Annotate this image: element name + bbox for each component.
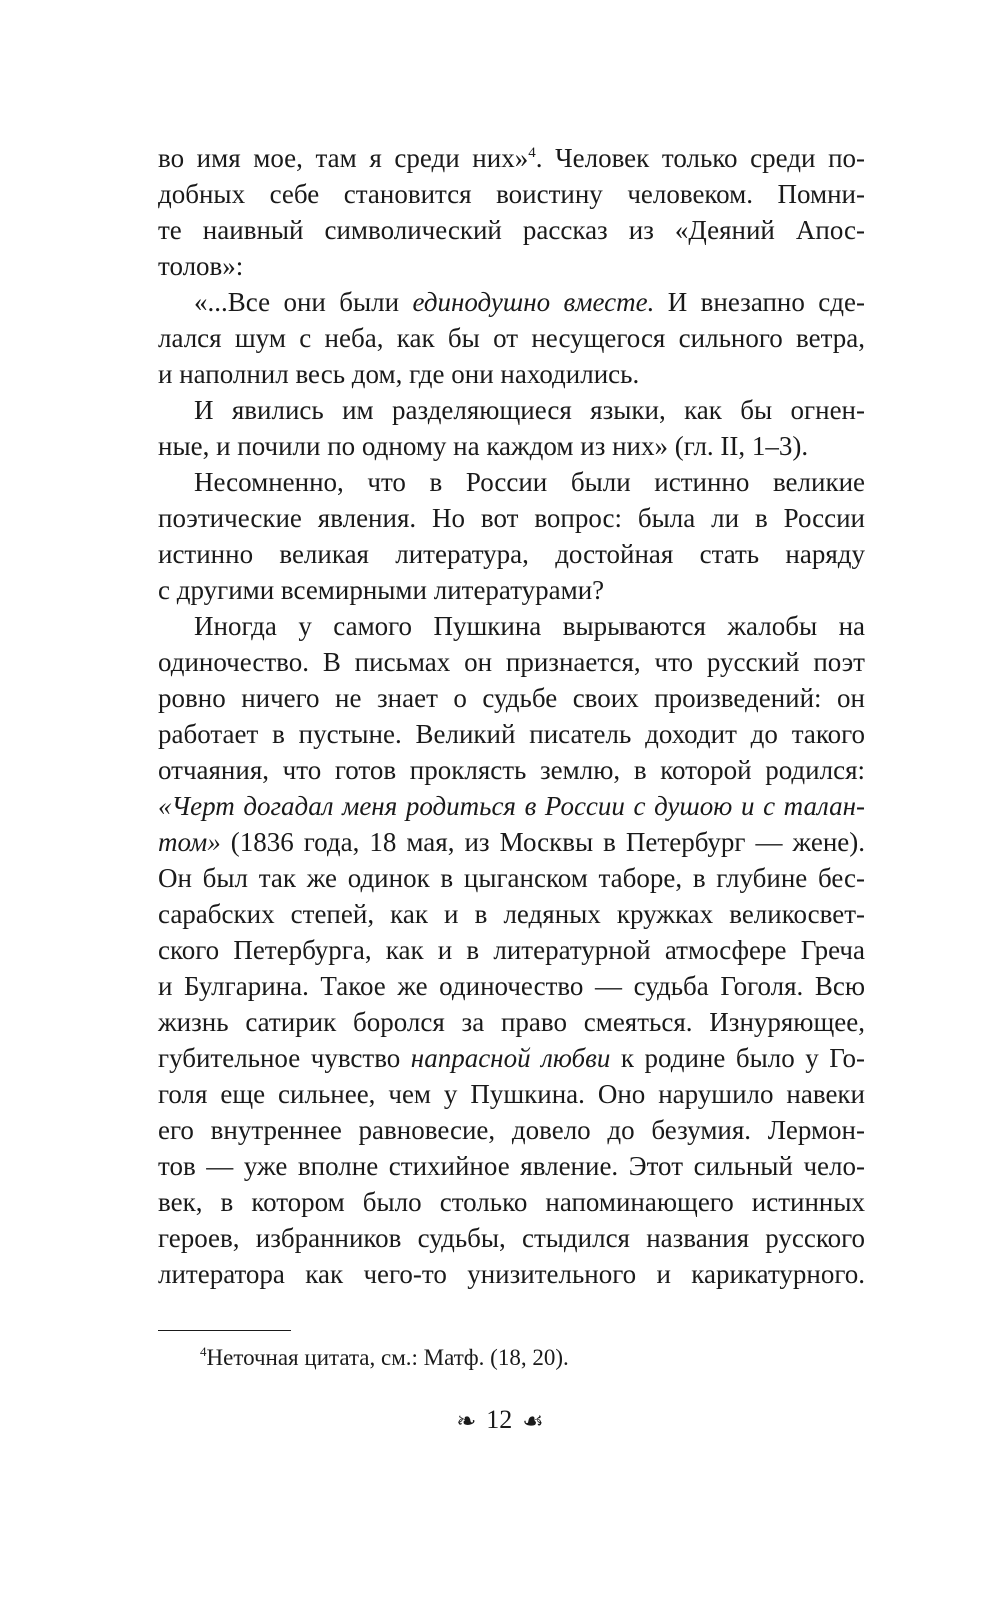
text-segment: ского Петербурга, как и в литературной атмосфере Греча (158, 935, 865, 965)
text-segment: единодушно вместе. (412, 287, 655, 317)
text-segment: (1836 года, 18 мая, из Москвы в Петербург — жене). (220, 827, 865, 857)
text-segment: жизнь сатирик боролся за право смеяться. Изнуряющее, (158, 1007, 865, 1037)
text-line (158, 572, 865, 608)
body-text (158, 140, 865, 1292)
text-segment: лался шум с неба, как бы от несущегося сильного ветра, (158, 323, 865, 353)
text-segment: И внезапно сде- (654, 287, 865, 317)
text-segment: ровно ничего не знает о судьбе своих произведений: он (158, 683, 865, 713)
text-segment: те наивный символический рассказ из «Деяний Апос- (158, 215, 865, 245)
text-line (158, 1040, 865, 1076)
text-segment: во имя мое, там я среди них» (158, 143, 529, 173)
text-line (158, 752, 865, 788)
text-line (158, 1256, 865, 1292)
footnote-text: Неточная цитата, см.: Матф. (18, 20). (206, 1345, 569, 1370)
text-line (158, 932, 865, 968)
text-line (158, 536, 865, 572)
text-line (158, 356, 865, 392)
text-segment: Несомненно, что в России были истинно великие (194, 467, 865, 497)
text-segment: отчаяния, что готов проклясть землю, в которой родился: (158, 755, 865, 785)
text-line (158, 464, 865, 500)
text-segment: работает в пустыне. Великий писатель доходит до такого (158, 719, 865, 749)
text-segment: его внутреннее равновесие, довело до безумия. Лермон- (158, 1115, 865, 1145)
text-segment: поэтические явления. Но вот вопрос: была ли в России (158, 503, 865, 533)
text-segment: тов — уже вполне стихийное явление. Этот сильный чело- (158, 1151, 865, 1181)
text-line (158, 644, 865, 680)
text-line (158, 896, 865, 932)
text-line (158, 500, 865, 536)
ornament-left-icon: ❧ (456, 1409, 477, 1436)
text-segment: к родине было у Го- (610, 1043, 865, 1073)
text-segment: век, в котором было столько напоминающего истинных (158, 1187, 865, 1217)
text-line (158, 320, 865, 356)
text-segment: добных себе становится воистину человеком. Помни- (158, 179, 865, 209)
text-line (158, 680, 865, 716)
text-line (158, 860, 865, 896)
text-line (158, 1076, 865, 1112)
footnote-mark: 4 (200, 1344, 207, 1359)
text-segment: Он был так же одинок в цыганском таборе, в глубине бес- (158, 863, 865, 893)
text-line (158, 284, 865, 320)
text-segment: Иногда у самого Пушкина вырываются жалобы на (194, 611, 865, 641)
ornament-right-icon: ☙ (522, 1409, 544, 1436)
text-line (158, 1148, 865, 1184)
text-line (158, 1004, 865, 1040)
text-segment: и Булгарина. Такое же одиночество — судьба Гоголя. Всю (158, 971, 865, 1001)
text-line (158, 788, 865, 824)
text-segment: голя еще сильнее, чем у Пушкина. Оно нарушило навеки (158, 1079, 865, 1109)
text-segment: том» (158, 827, 221, 857)
text-line (158, 428, 865, 464)
text-segment: напрасной любви (410, 1043, 611, 1073)
text-line (158, 1184, 865, 1220)
text-segment: ные, и почили по одному на каждом из них» (гл. II, 1–3). (158, 431, 809, 461)
text-line (158, 1112, 865, 1148)
text-segment: толов»: (158, 251, 244, 281)
text-line (158, 248, 865, 284)
text-line (158, 176, 865, 212)
text-line (158, 1220, 865, 1256)
text-segment: литератора как чего-то унизительного и карикатурного. (158, 1259, 865, 1289)
text-segment: героев, избранников судьбы, стыдился названия русского (158, 1223, 865, 1253)
text-line (158, 716, 865, 752)
footnote (200, 1343, 569, 1373)
footnote-divider (158, 1330, 291, 1331)
text-line (158, 140, 865, 176)
text-segment: «Черт догадал меня родиться в России с душою и с талан- (158, 791, 865, 821)
text-segment: . Человек только среди по- (535, 143, 866, 173)
text-line (158, 824, 865, 860)
text-segment: с другими всемирными литературами? (158, 575, 605, 605)
text-line (158, 392, 865, 428)
text-segment: «...Все они были (194, 287, 413, 317)
text-line (158, 608, 865, 644)
footnote-reference: 4 (528, 145, 536, 161)
text-segment: одиночество. В письмах он признается, что русский поэт (158, 647, 865, 677)
page-number: 12 (486, 1405, 513, 1434)
text-line (158, 968, 865, 1004)
page-footer (0, 1402, 1000, 1440)
text-segment: сарабских степей, как и в ледяных кружках великосвет- (158, 899, 865, 929)
text-line (158, 212, 865, 248)
text-segment: истинно великая литература, достойная стать наряду (158, 539, 865, 569)
text-segment: и наполнил весь дом, где они находились. (158, 359, 640, 389)
text-segment: И явились им разделяющиеся языки, как бы огнен- (194, 395, 865, 425)
text-segment: губительное чувство (158, 1043, 411, 1073)
